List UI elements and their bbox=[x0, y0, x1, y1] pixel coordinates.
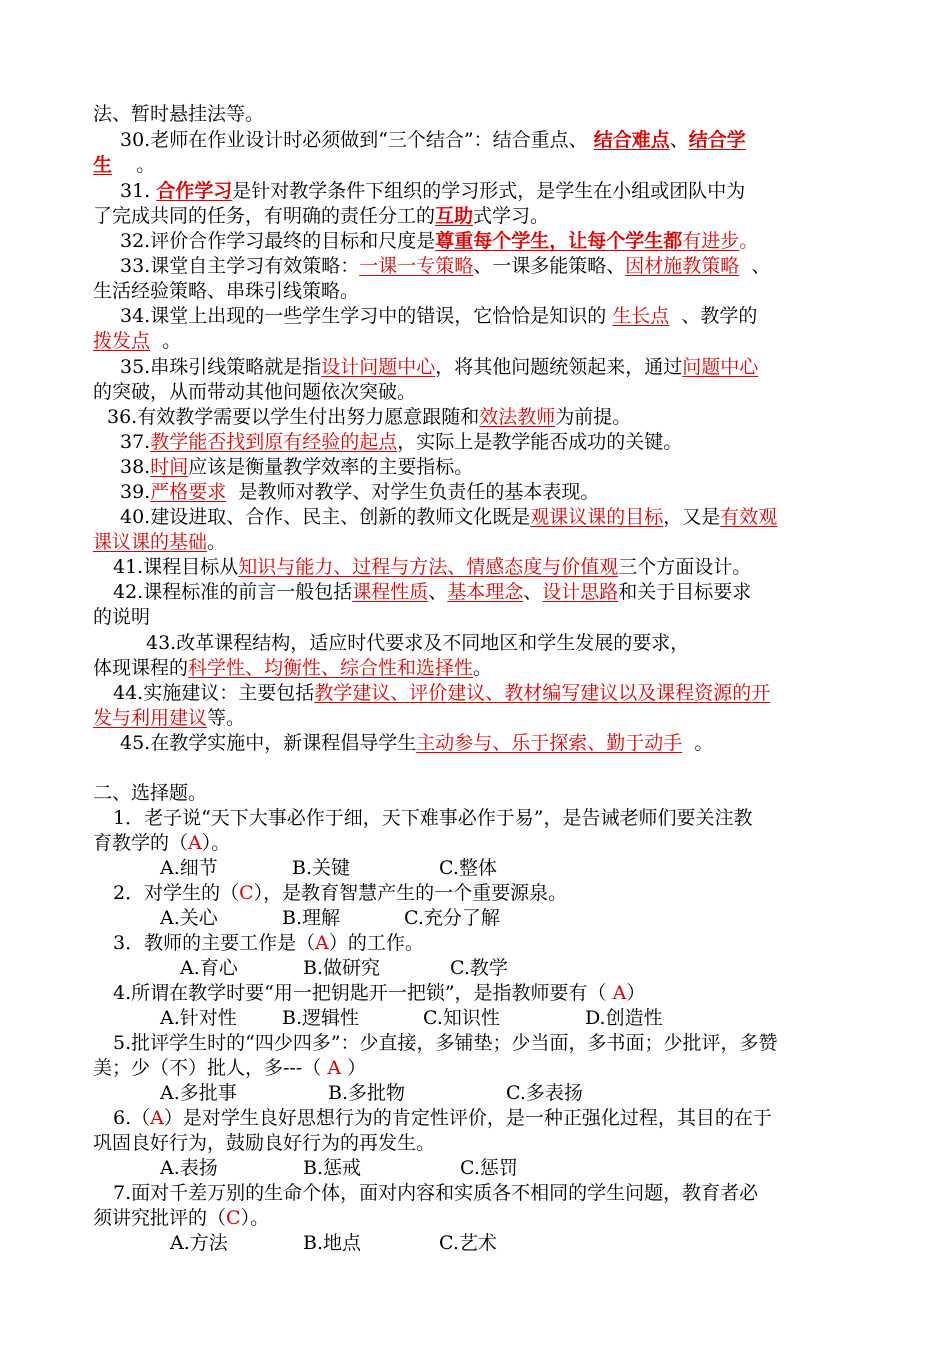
answer-blank: 生 bbox=[93, 154, 113, 176]
choice-question-5-cont: 美；少（不）批人，多---（ A ） bbox=[93, 1057, 367, 1079]
question-30: 30.老师在作业设计时必须做到“三个结合”：结合重点、 结合难点、结合学 bbox=[120, 129, 746, 151]
option-b: B.关键 bbox=[292, 857, 351, 879]
choice-question-1-cont: 育教学的（A）。 bbox=[93, 832, 231, 854]
answer-blank: 科学性、均衡性、综合性和选择性 bbox=[188, 657, 474, 679]
question-38: 38.时间应该是衡量教学效率的主要指标。 bbox=[120, 456, 474, 478]
text-line: 法、暂时悬挂法等。 bbox=[93, 103, 265, 125]
option-b: B.理解 bbox=[282, 907, 341, 929]
question-40-cont: 课议课的基础。 bbox=[93, 531, 227, 553]
question-35-cont: 的突破，从而带动其他问题依次突破。 bbox=[93, 381, 417, 403]
question-44: 44.实施建议：主要包括教学建议、评价建议、教材编写建议以及课程资源的开 bbox=[113, 682, 771, 704]
option-c: C.多表扬 bbox=[506, 1082, 583, 1104]
answer-letter: C bbox=[239, 882, 254, 904]
option-a: A.关心 bbox=[160, 907, 218, 929]
question-34-cont: 拨发点 。 bbox=[93, 330, 182, 352]
answer-letter: A bbox=[612, 982, 627, 1004]
choice-question-2: 2．对学生的（C），是教育智慧产生的一个重要源泉。 bbox=[113, 882, 568, 904]
option-a: A.针对性 bbox=[160, 1007, 237, 1029]
answer-blank: 时间 bbox=[150, 456, 189, 478]
answer-blank: 合作学习 bbox=[156, 180, 233, 202]
option-c: C.艺术 bbox=[439, 1232, 497, 1254]
option-b: B.做研究 bbox=[303, 957, 381, 979]
option-c: C.知识性 bbox=[423, 1007, 500, 1029]
option-a: A.细节 bbox=[160, 857, 218, 879]
answer-blank: 尊重每个学生，让每个学生都 bbox=[435, 230, 683, 252]
question-31-cont: 了完成共同的任务，有明确的责任分工的互助式学习。 bbox=[93, 205, 550, 227]
option-c: C.充分了解 bbox=[404, 907, 500, 929]
answer-blank: 有效观 bbox=[720, 506, 778, 528]
choice-question-6: 6.（A）是对学生良好思想行为的肯定性评价，是一种正强化过程，其目的在于 bbox=[113, 1107, 772, 1129]
choice-question-5: 5.批评学生时的“四少四多”：少直接，多铺垫；少当面，多书面；少批评，多赞 bbox=[113, 1032, 778, 1054]
option-b: B.逻辑性 bbox=[282, 1007, 360, 1029]
question-45: 45.在教学实施中，新课程倡导学生主动参与、乐于探索、勤于动手 。 bbox=[120, 732, 714, 754]
question-41: 41.课程目标从知识与能力、过程与方法、情感态度与价值观三个方面设计。 bbox=[113, 556, 752, 578]
choice-question-3: 3．教师的主要工作是（A）的工作。 bbox=[113, 932, 424, 954]
answer-blank: 生长点 bbox=[612, 305, 670, 327]
choice-question-6-cont: 巩固良好行为，鼓励良好行为的再发生。 bbox=[93, 1132, 436, 1154]
question-37: 37.教学能否找到原有经验的起点，实际上是教学能否成功的关键。 bbox=[120, 431, 683, 453]
answer-blank: 有进步 bbox=[682, 230, 740, 252]
question-42-cont: 的说明 bbox=[93, 606, 151, 628]
question-40: 40.建设进取、合作、民主、创新的教师文化既是观课议课的目标，又是有效观 bbox=[120, 506, 778, 528]
choice-question-7: 7.面对千差万别的生命个体，面对内容和实质各不相同的学生问题，教育者必 bbox=[113, 1182, 759, 1204]
question-39: 39.严格要求 是教师对教学、对学生负责任的基本表现。 bbox=[120, 481, 600, 503]
question-31: 31. 合作学习是针对教学条件下组织的学习形式，是学生在小组或团队中为 bbox=[120, 180, 746, 202]
question-30-cont: 生 。 bbox=[93, 154, 156, 176]
question-33-cont: 生活经验策略、串珠引线策略。 bbox=[93, 280, 360, 302]
answer-blank: 观课议课的目标 bbox=[530, 506, 664, 528]
answer-blank: 知识与能力、过程与方法、情感态度与价值观 bbox=[238, 556, 619, 578]
answer-letter: A bbox=[150, 1107, 164, 1129]
answer-blank: 发与利用建议 bbox=[93, 707, 208, 729]
option-c: C.惩罚 bbox=[460, 1157, 518, 1179]
answer-blank: 因材施教策略 bbox=[625, 255, 740, 277]
answer-blank: 主动参与、乐于探索、勤于动手 bbox=[416, 732, 683, 754]
answer-blank: 一课一专策略 bbox=[359, 255, 474, 277]
answer-blank: 教学建议、评价建议、教材编写建议以及课程资源的开 bbox=[314, 682, 771, 704]
question-43: 43.改革课程结构，适应时代要求及不同地区和学生发展的要求， bbox=[146, 632, 690, 654]
question-34: 34.课堂上出现的一些学生学习中的错误，它恰恰是知识的 生长点 、教学的 bbox=[120, 305, 758, 327]
option-b: B.惩戒 bbox=[303, 1157, 362, 1179]
answer-blank: 课议课的基础 bbox=[93, 531, 208, 553]
answer-blank: 课程性质 bbox=[352, 581, 429, 603]
option-a: A.表扬 bbox=[160, 1157, 218, 1179]
option-b: B.多批物 bbox=[328, 1082, 406, 1104]
answer-blank: 严格要求 bbox=[150, 481, 227, 503]
section-heading: 二、选择题。 bbox=[93, 782, 208, 804]
answer-blank: 设计思路 bbox=[542, 581, 619, 603]
question-32: 32.评价合作学习最终的目标和尺度是尊重每个学生，让每个学生都有进步。 bbox=[120, 230, 759, 252]
question-36: 36.有效教学需要以学生付出努力愿意跟随和效法教师为前提。 bbox=[107, 406, 632, 428]
question-35: 35.串珠引线策略就是指设计问题中心，将其他问题统领起来，通过问题中心 bbox=[120, 356, 759, 378]
answer-blank: 效法教师 bbox=[479, 406, 556, 428]
question-44-cont: 发与利用建议等。 bbox=[93, 707, 246, 729]
option-a: A.多批事 bbox=[160, 1082, 237, 1104]
question-33: 33.课堂自主学习有效策略：一课一专策略、一课多能策略、因材施教策略 、 bbox=[120, 255, 771, 277]
answer-blank: 问题中心 bbox=[682, 356, 759, 378]
answer-blank: 结合难点 bbox=[593, 129, 670, 151]
choice-question-1: 1．老子说“天下大事必作于细，天下难事必作于易”，是告诫老师们要关注教 bbox=[113, 807, 753, 829]
question-42: 42.课程标准的前言一般包括课程性质、基本理念、设计思路和关于目标要求 bbox=[113, 581, 752, 603]
answer-letter: A bbox=[315, 932, 329, 954]
answer-blank: 教学能否找到原有经验的起点 bbox=[150, 431, 398, 453]
choice-question-7-cont: 须讲究批评的（C）。 bbox=[93, 1207, 270, 1229]
choice-question-4: 4.所谓在教学时要“用一把钥匙开一把锁”，是指教师要有（ A） bbox=[113, 982, 646, 1004]
option-c: C.整体 bbox=[439, 857, 497, 879]
answer-blank: 拨发点 bbox=[93, 330, 151, 352]
answer-blank: 结合学 bbox=[688, 129, 746, 151]
option-b: B.地点 bbox=[303, 1232, 362, 1254]
option-a: A.方法 bbox=[170, 1232, 228, 1254]
option-c: C.教学 bbox=[450, 957, 508, 979]
option-d: D.创造性 bbox=[585, 1007, 663, 1029]
answer-letter: A bbox=[188, 832, 202, 854]
answer-blank: 设计问题中心 bbox=[321, 356, 436, 378]
answer-blank: 基本理念 bbox=[447, 581, 524, 603]
answer-letter: C bbox=[226, 1207, 241, 1229]
answer-blank: 互助 bbox=[435, 205, 474, 227]
answer-letter: A bbox=[327, 1057, 342, 1079]
option-a: A.育心 bbox=[180, 957, 238, 979]
question-43-cont: 体现课程的科学性、均衡性、综合性和选择性。 bbox=[93, 657, 493, 679]
